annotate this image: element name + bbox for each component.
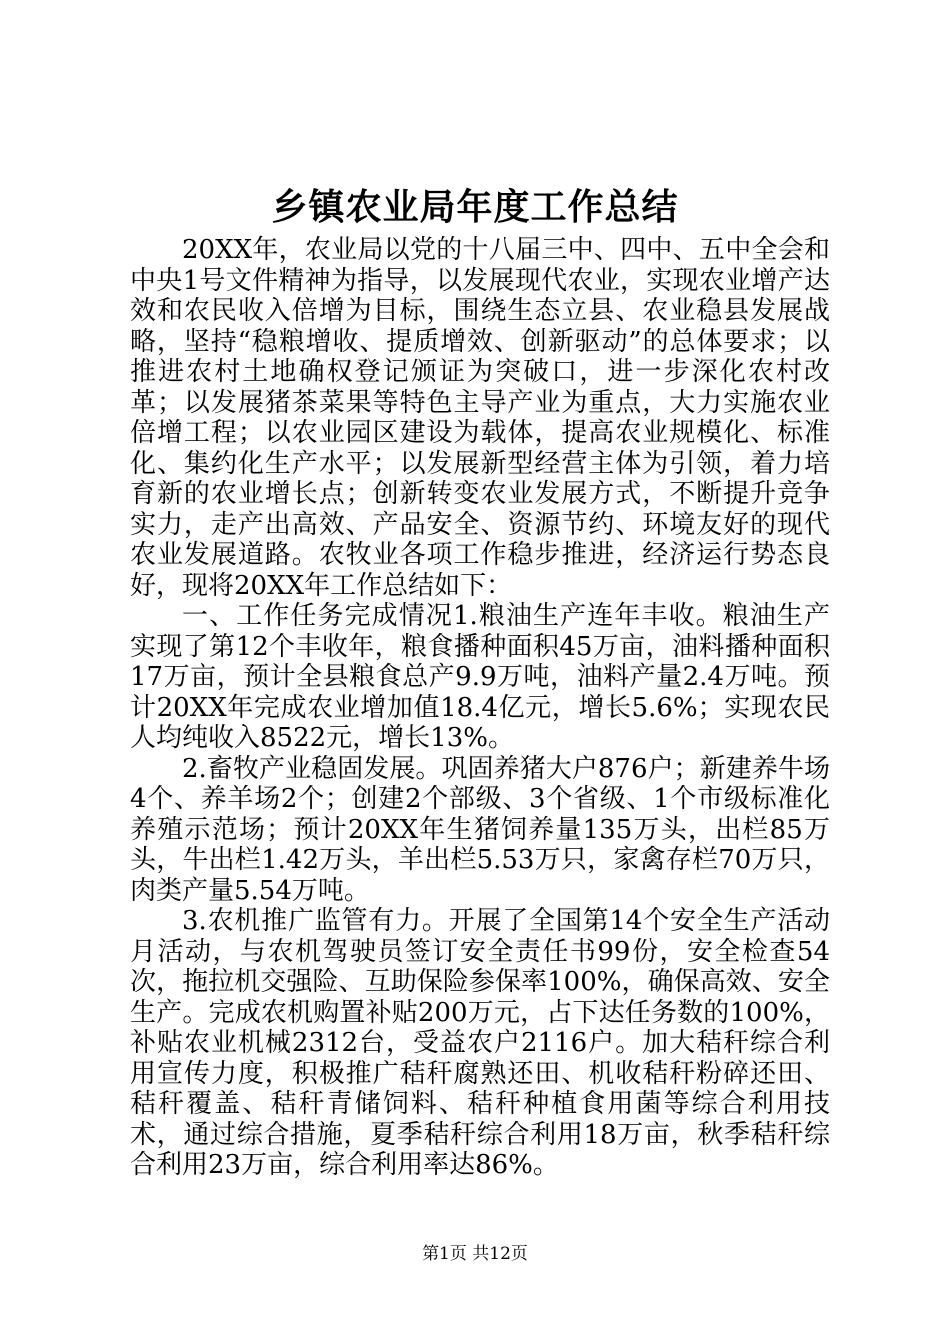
document-body: [130, 235, 830, 1181]
paragraph-livestock: 2.畜牧产业稳固发展。巩固养猪大户876户；新建养牛场4个、养羊场2个；创建2个部级、3个省级、1个市级标准化养殖示范场；预计20XX年生猪饲养量135万头，出栏85万头，牛出栏1.42万头，羊出栏5.53万只，家禽存栏70万只，肉类产量5.54万吨。: [130, 753, 830, 906]
paragraph-grain-oil: 一、工作任务完成情况1.粮油生产连年丰收。粮油生产实现了第12个丰收年，粮食播种面积45万亩，油料播种面积17万亩，预计全县粮食总产9.9万吨，油料产量2.4万吨。预计20XX年完成农业增加值18.4亿元，增长5.6%；实现农民人均纯收入8522元，增长13%。: [130, 601, 830, 753]
paragraph-intro: 20XX年，农业局以党的十八届三中、四中、五中全会和中央1号文件精神为指导，以发展现代农业，实现农业增产达效和农民收入倍增为目标，围绕生态立县、农业稳县发展战略，坚持“稳粮增收、提质增效、创新驱动”的总体要求；以推进农村土地确权登记颁证为突破口，进一步深化农村改革；以发展猪茶菜果等特色主导产业为重点，大力实施农业倍增工程；以农业园区建设为载体，提高农业规模化、标准化、集约化生产水平；以发展新型经营主体为引领，着力培育新的农业增长点；创新转变农业发展方式，不断提升竞争实力，走产出高效、产品安全、资源节约、环境友好的现代农业发展道路。农牧业各项工作稳步推进，经济运行势态良好，现将20XX年工作总结如下：: [130, 235, 830, 601]
page-footer: 第1页 共12页: [422, 1244, 528, 1264]
document-title: 乡镇农业局年度工作总结: [271, 186, 679, 228]
paragraph-agri-machinery: 3.农机推广监管有力。开展了全国第14个安全生产活动月活动，与农机驾驶员签订安全责任书99份，安全检查54次，拖拉机交强险、互助保险参保率100%，确保高效、安全生产。完成农机购置补贴200万元，占下达任务数的100%，补贴农业机械2312台，受益农户2116户。加大秸秆综合利用宣传力度，积极推广秸秆腐熟还田、机收秸秆粉碎还田、秸秆覆盖、秸秆青储饲料、秸秆种植食用菌等综合利用技术，通过综合措施，夏季秸秆综合利用18万亩，秋季秸秆综合利用23万亩，综合利用率达86%。: [130, 906, 830, 1180]
